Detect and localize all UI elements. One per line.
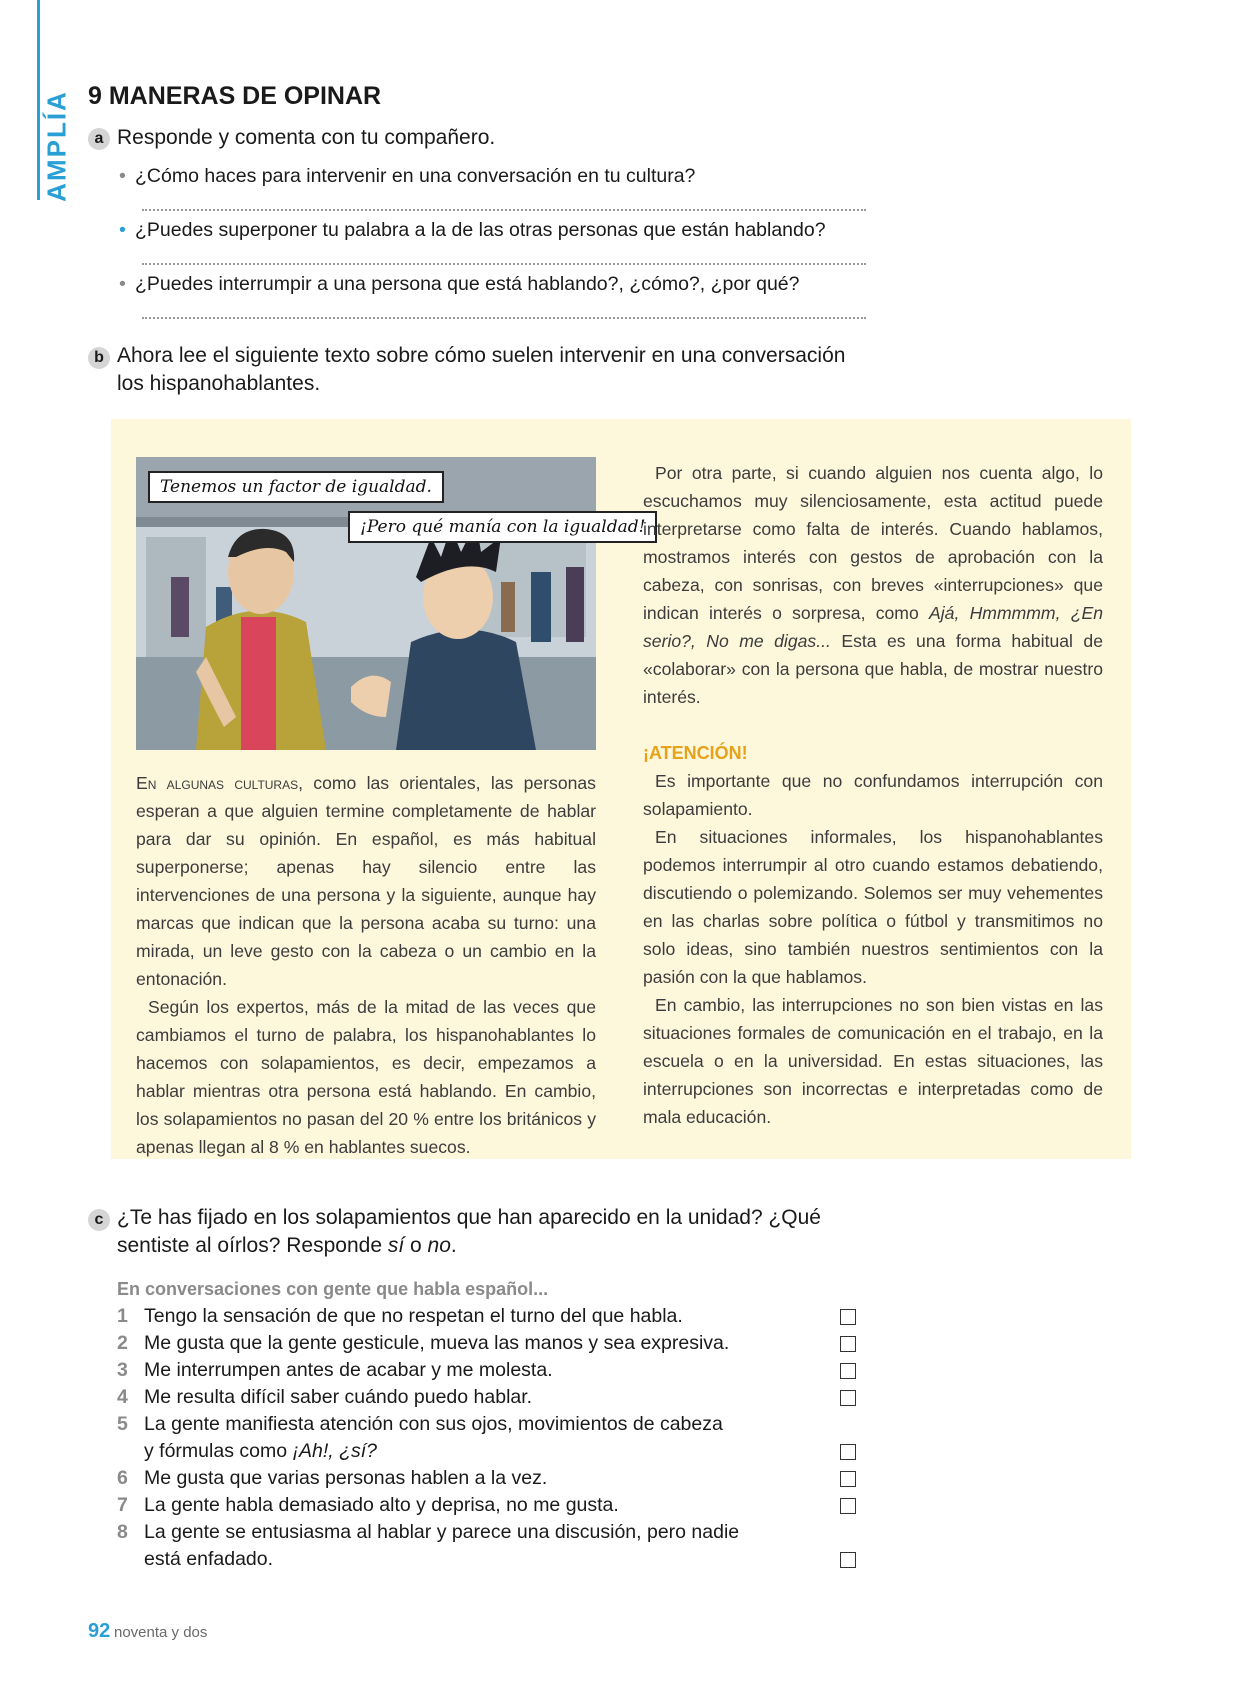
section-a-badge: a	[88, 128, 110, 150]
bullet-icon: •	[119, 165, 126, 187]
right-paragraph-1: Por otra parte, si cuando alguien nos cuenta algo, lo escuchamos muy silenciosamente, esta actitud puede interpretarse como falta de interés. Cuando hablamos, mostramos interés con gestos de aprobación con la cabeza, con sonrisas, con breves «interrupciones» que indican interés o sorpresa, como Ajá, Hmmmmm, ¿En serio?, No me digas... Esta es una forma habitual de «colaborar» con la persona que habla, de mostrar nuestro interés.	[643, 463, 1103, 707]
page-number: 92	[88, 1620, 111, 1642]
reading-left-column	[136, 769, 596, 1161]
answer-line[interactable]	[142, 209, 866, 211]
bullet-icon: •	[119, 219, 126, 241]
right-paragraph-2: Es importante que no confundamos interrupción con solapamiento.	[643, 771, 1103, 819]
answer-line[interactable]	[142, 317, 866, 319]
section-side-tab	[42, 86, 72, 206]
checkbox-2[interactable]	[840, 1336, 856, 1352]
question-item: • ¿Puedes superponer tu palabra a la de las otras personas que están hablando?	[119, 219, 826, 241]
speech-bubble-right: ¡Pero qué manía con la igualdad!	[348, 511, 657, 543]
attention-heading: ¡ATENCIÓN!	[643, 743, 748, 763]
checkbox-1[interactable]	[840, 1309, 856, 1325]
page-title: 9 MANERAS DE OPINAR	[88, 82, 382, 110]
section-a-instruction: Responde y comenta con tu compañero.	[117, 126, 496, 149]
checkbox-6[interactable]	[840, 1471, 856, 1487]
question-item: • ¿Cómo haces para intervenir en una conversación en tu cultura?	[119, 165, 696, 187]
section-c-badge: c	[88, 1209, 110, 1231]
side-tab-label: AMPLÍA	[41, 90, 72, 202]
answer-line[interactable]	[142, 263, 866, 265]
checkbox-4[interactable]	[840, 1390, 856, 1406]
section-c-instruction: ¿Te has fijado en los solapamientos que han aparecido en la unidad? ¿Qué sentiste al oírlos? Responde sí o no.	[117, 1206, 821, 1257]
reading-right-column	[643, 459, 1103, 1131]
statements-subheading: En conversaciones con gente que habla español...	[117, 1279, 549, 1299]
page-number-words: noventa y dos	[114, 1624, 208, 1641]
checkbox-3[interactable]	[840, 1363, 856, 1379]
checkbox-8[interactable]	[840, 1552, 856, 1568]
bullet-icon: •	[119, 273, 126, 295]
right-paragraph-3: En situaciones informales, los hispanohablantes podemos interrumpir al otro cuando estamos debatiendo, discutiendo o polemizando. Solemos ser muy vehementes en las charlas sobre política o fútbol y transmitimos no solo ideas, sino también nuestros sentimientos con la pasión con la que hablamos.	[643, 827, 1103, 987]
section-b-instruction: Ahora lee el siguiente texto sobre cómo suelen intervenir en una conversación los hispanohablantes.	[117, 344, 846, 395]
question-item: • ¿Puedes interrumpir a una persona que está hablando?, ¿cómo?, ¿por qué?	[119, 273, 800, 295]
right-paragraph-4: En cambio, las interrupciones no son bien vistas en las situaciones formales de comunicación en el trabajo, en la escuela o en la universidad. En estas situaciones, las interrupciones son incorrectas e interpretadas como de mala educación.	[643, 995, 1103, 1127]
side-accent-line	[37, 0, 40, 200]
checkbox-7[interactable]	[840, 1498, 856, 1514]
checkbox-5[interactable]	[840, 1444, 856, 1460]
speech-bubble-left: Tenemos un factor de igualdad.	[148, 471, 444, 503]
left-paragraph-2: Según los expertos, más de la mitad de las veces que cambiamos el turno de palabra, los hispanohablantes lo hacemos con solapamientos, es decir, empezamos a hablar mientras otra persona está hablando. En cambio, los solapamientos no pasan del 20 % entre los británicos y apenas llegan al 8 % en hablantes suecos.	[136, 997, 596, 1157]
left-paragraph-1: En algunas culturas, como las orientales, las personas esperan a que alguien termine completamente de hablar para dar su opinión. En español, es más habitual superponerse; apenas hay silencio entre las intervenciones de una persona y la siguiente, aunque hay marcas que indican que la persona acaba su turno: una mirada, un leve gesto con la cabeza o un cambio en la entonación.	[136, 773, 596, 989]
section-b-badge: b	[88, 347, 110, 369]
comic-illustration	[136, 457, 646, 750]
